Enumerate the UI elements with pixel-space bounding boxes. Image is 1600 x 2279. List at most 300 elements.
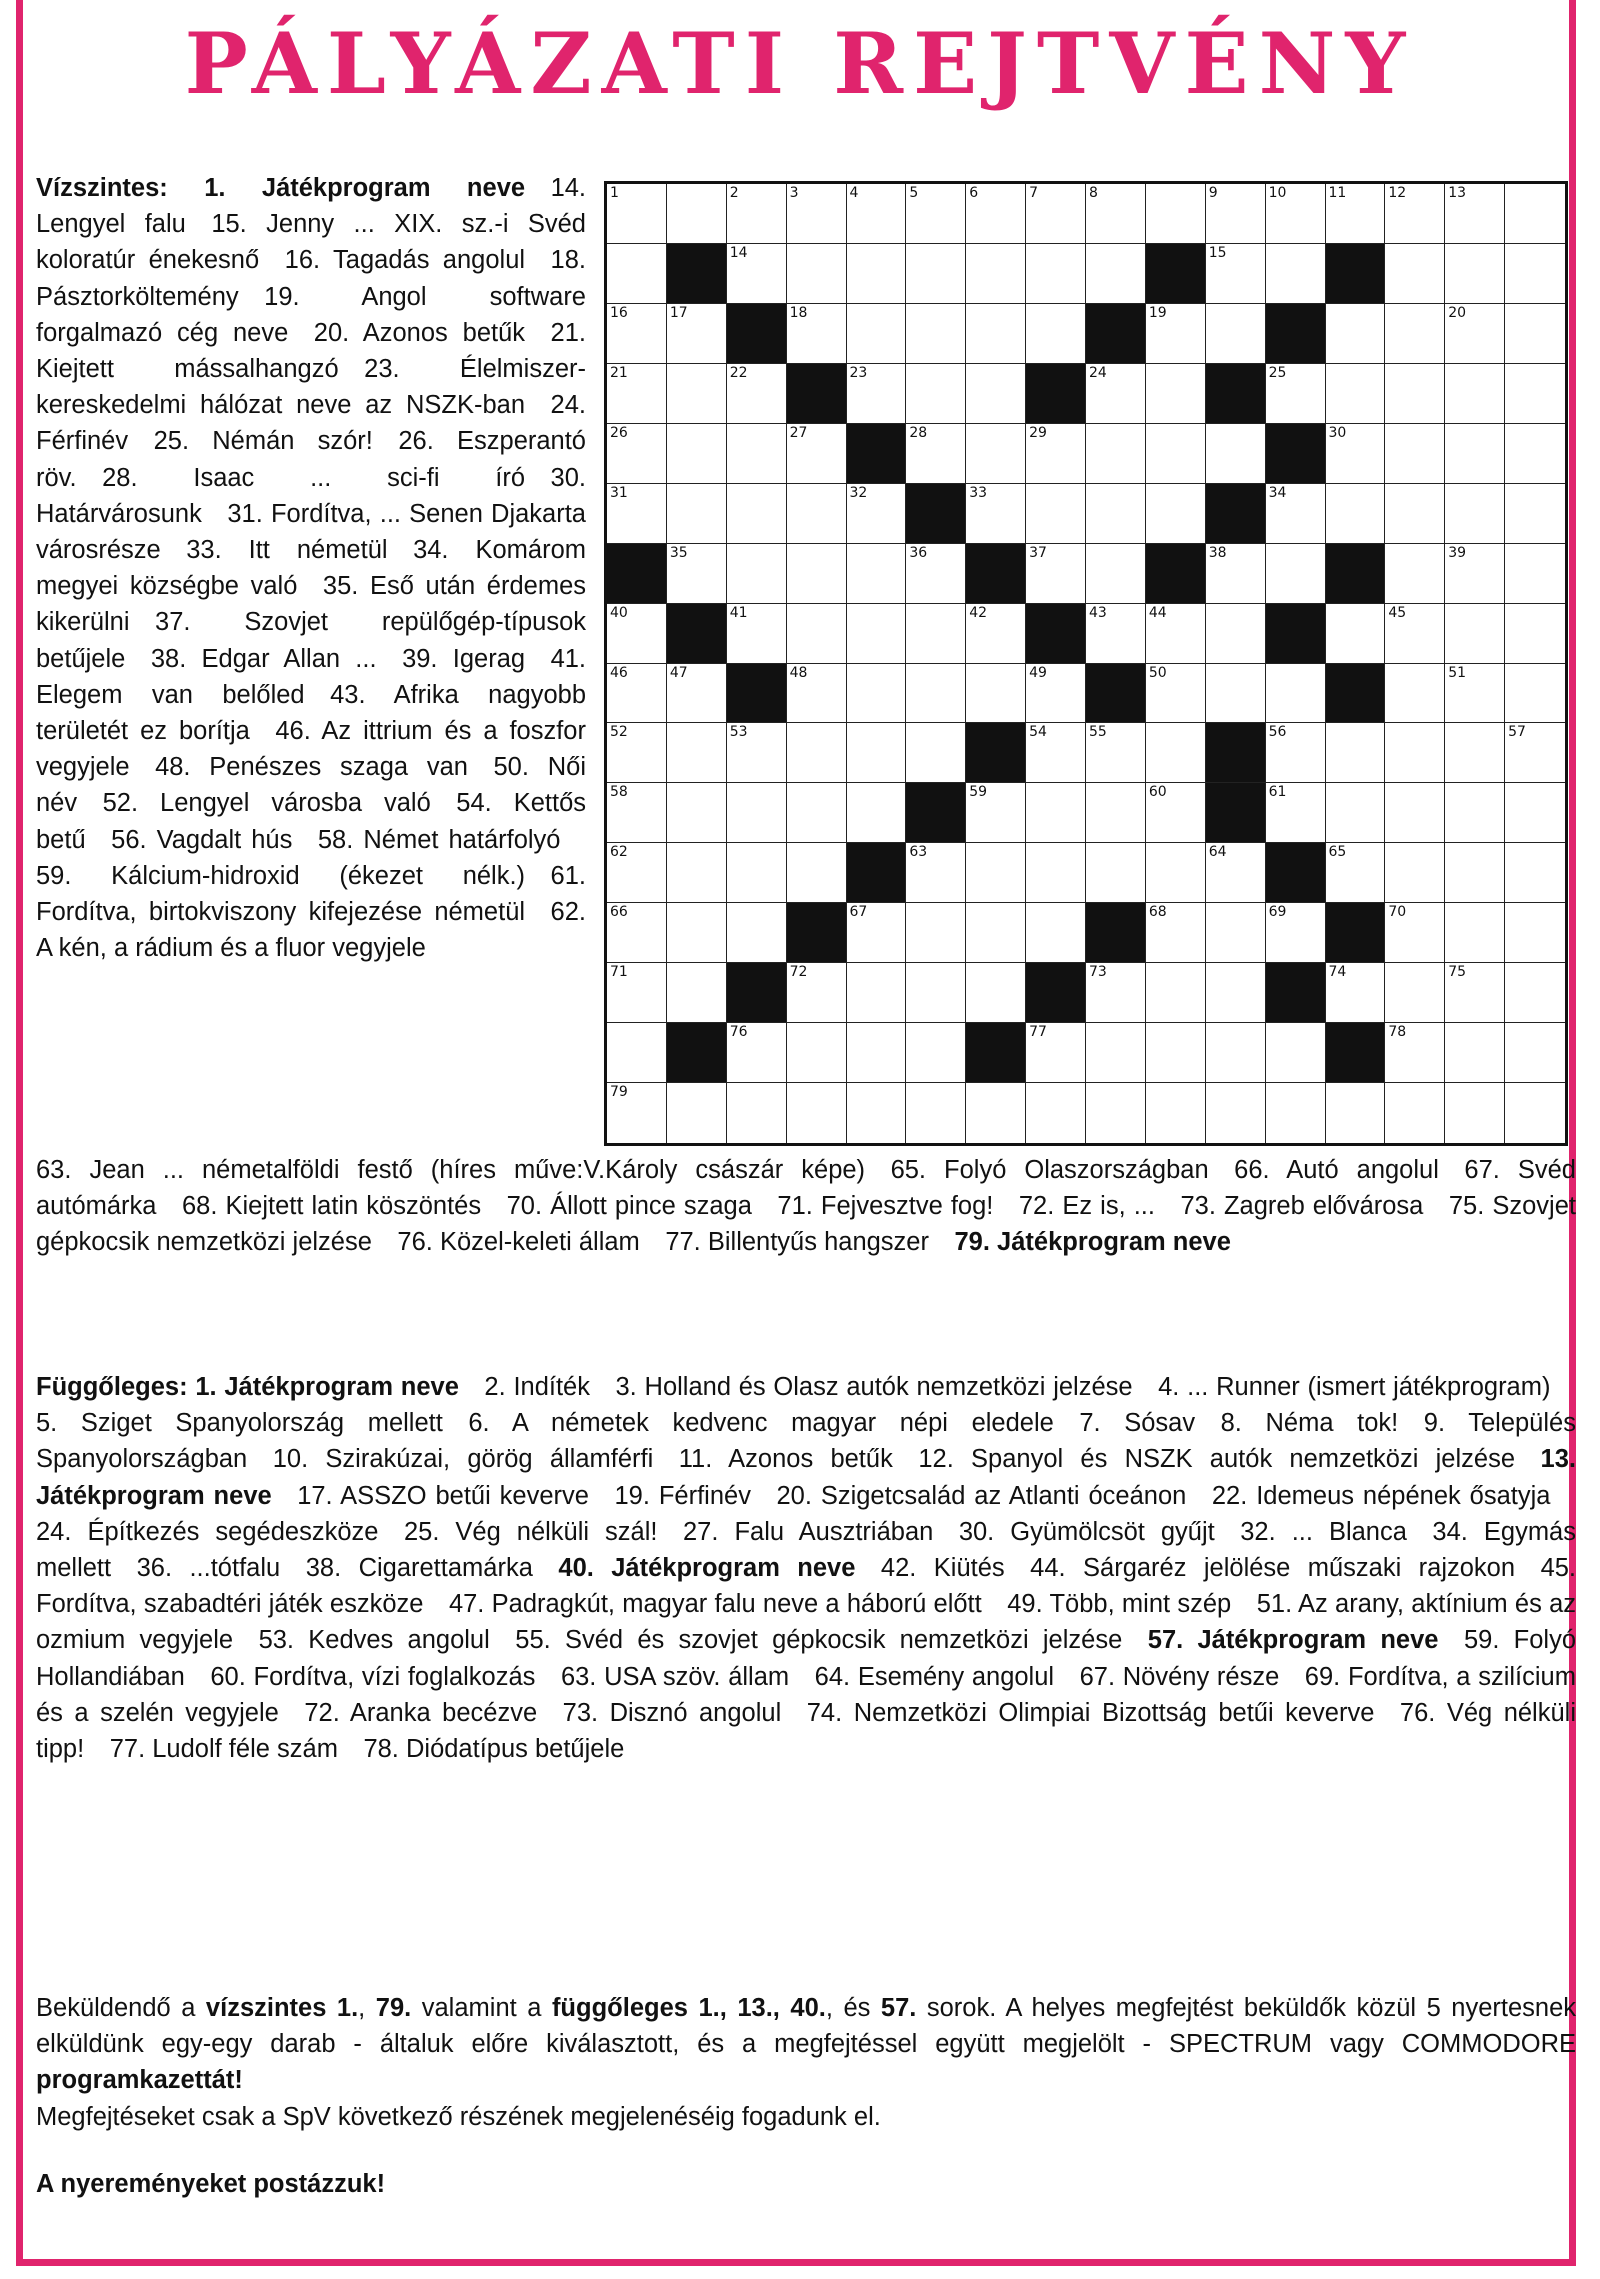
grid-cell[interactable] [1505, 484, 1565, 544]
clue-number: 76. [397, 1228, 433, 1257]
grid-cell[interactable] [787, 1023, 847, 1083]
cell-number: 7 [1029, 185, 1039, 201]
grid-cell[interactable] [1385, 304, 1445, 364]
grid-cell[interactable] [1086, 1083, 1146, 1143]
clue-number: 34. [413, 536, 449, 565]
grid-cell[interactable] [1146, 1023, 1206, 1083]
clue-number: 72. [304, 1698, 340, 1727]
grid-cell[interactable] [667, 664, 727, 724]
grid-cell[interactable] [906, 604, 966, 664]
grid-cell[interactable] [906, 304, 966, 364]
clue-text: Fordítva, vízi foglalkozás [253, 1662, 536, 1691]
grid-cell[interactable] [906, 903, 966, 963]
across-clues [36, 170, 586, 966]
grid-cell[interactable] [966, 244, 1026, 304]
clue-text: Vég nélküli szál! [455, 1517, 658, 1546]
cell-number: 71 [610, 964, 628, 981]
grid-cell[interactable] [727, 783, 787, 843]
clue-number: 32. [1240, 1517, 1276, 1546]
grid-cell[interactable] [1505, 664, 1565, 724]
grid-cell[interactable] [607, 1023, 667, 1083]
cell-number: 66 [610, 904, 628, 921]
grid-cell[interactable] [1086, 843, 1146, 903]
clue-text: A kén, a rádium és a fluor vegyjele [36, 934, 426, 963]
grid-cell[interactable] [667, 364, 727, 424]
clue-number: 38. [150, 644, 187, 673]
cell-number: 38 [1208, 544, 1227, 561]
grid-cell[interactable] [1326, 783, 1386, 843]
grid-cell[interactable] [966, 304, 1026, 364]
grid-cell[interactable] [906, 723, 966, 783]
cell-number: 8 [1089, 185, 1098, 201]
grid-cell[interactable] [1505, 843, 1565, 903]
grid-cell[interactable] [727, 843, 787, 903]
grid-cell[interactable] [1266, 484, 1326, 544]
grid-cell-black [1266, 424, 1326, 484]
grid-cell[interactable] [1505, 304, 1565, 364]
grid-cell-black [1266, 604, 1326, 664]
grid-cell[interactable] [1146, 723, 1206, 783]
grid-cell[interactable] [1146, 1083, 1206, 1143]
clue-text: Svéd és szovjet gépkocsik nemzetközi jelzése [564, 1626, 1123, 1655]
grid-cell[interactable] [787, 664, 847, 724]
grid-cell[interactable] [1385, 364, 1445, 424]
grid-cell[interactable] [1206, 244, 1266, 304]
clue-number: 42. [880, 1554, 917, 1583]
grid-cell[interactable] [1445, 1023, 1505, 1083]
grid-cell[interactable] [607, 723, 667, 783]
grid-cell[interactable] [1445, 484, 1505, 544]
grid-cell[interactable] [1206, 963, 1266, 1023]
grid-cell[interactable] [1086, 184, 1146, 244]
grid-cell[interactable] [667, 903, 727, 963]
grid-cell[interactable] [1026, 484, 1086, 544]
grid-cell[interactable] [1206, 1083, 1266, 1143]
clue-number: 34. [1432, 1517, 1468, 1546]
grid-cell[interactable] [1385, 424, 1445, 484]
clue-text: Aranka becézve [349, 1698, 538, 1727]
grid-cell[interactable] [847, 903, 907, 963]
grid-cell[interactable] [1326, 843, 1386, 903]
clue-number: 65. [890, 1156, 927, 1184]
cell-number: 18 [789, 304, 808, 321]
grid-cell[interactable] [1385, 903, 1445, 963]
cell-number: 5 [909, 185, 919, 201]
grid-cell[interactable] [1385, 723, 1445, 783]
grid-cell[interactable] [1505, 903, 1565, 963]
grid-cell-black [1266, 304, 1326, 364]
clue-text: Némán szór! [212, 427, 373, 456]
grid-cell[interactable] [1086, 963, 1146, 1023]
grid-cell[interactable] [1146, 903, 1206, 963]
grid-cell[interactable] [1146, 184, 1206, 244]
grid-cell[interactable] [787, 604, 847, 664]
grid-cell[interactable] [1445, 903, 1505, 963]
grid-cell[interactable] [1445, 604, 1505, 664]
grid-cell[interactable] [1266, 783, 1326, 843]
grid-cell[interactable] [1026, 184, 1086, 244]
cell-number: 27 [789, 424, 808, 441]
clue-number: 43. [330, 680, 366, 709]
grid-cell[interactable] [1505, 1083, 1565, 1143]
grid-cell[interactable] [1026, 664, 1086, 724]
grid-cell[interactable] [906, 664, 966, 724]
grid-cell[interactable] [1026, 1083, 1086, 1143]
grid-cell[interactable] [727, 484, 787, 544]
grid-cell[interactable] [1086, 484, 1146, 544]
grid-cell[interactable] [1266, 903, 1326, 963]
grid-cell[interactable] [847, 544, 907, 604]
grid-cell[interactable] [847, 664, 907, 724]
grid-cell[interactable] [1206, 664, 1266, 724]
grid-cell[interactable] [1385, 664, 1445, 724]
grid-cell[interactable] [1326, 184, 1386, 244]
grid-cell[interactable] [1445, 783, 1505, 843]
grid-cell[interactable] [787, 783, 847, 843]
clue-number: 61. [550, 861, 586, 890]
clue-number: 79. [954, 1228, 990, 1257]
grid-cell[interactable] [1086, 1023, 1146, 1083]
grid-cell[interactable] [1086, 244, 1146, 304]
grid-cell[interactable] [607, 1083, 667, 1143]
clue-number: 15. [211, 210, 247, 239]
grid-cell[interactable] [906, 184, 966, 244]
grid-cell[interactable] [1266, 664, 1326, 724]
clue-number: 35. [322, 572, 359, 601]
grid-cell[interactable] [966, 963, 1026, 1023]
grid-cell[interactable] [966, 903, 1026, 963]
grid-cell[interactable] [1505, 364, 1565, 424]
clue-number: 21. [550, 318, 586, 347]
grid-cell[interactable] [1086, 364, 1146, 424]
grid-cell[interactable] [1206, 903, 1266, 963]
grid-cell[interactable] [1385, 484, 1445, 544]
grid-cell[interactable] [667, 1083, 727, 1143]
submission-instructions [36, 1990, 1576, 2135]
grid-cell[interactable] [727, 544, 787, 604]
grid-cell[interactable] [1146, 304, 1206, 364]
grid-cell[interactable] [847, 783, 907, 843]
grid-cell[interactable] [847, 244, 907, 304]
clue-number: 44. [1030, 1554, 1066, 1583]
grid-cell[interactable] [1505, 424, 1565, 484]
grid-cell[interactable] [667, 304, 727, 364]
grid-cell[interactable] [1505, 963, 1565, 1023]
grid-cell[interactable] [1026, 843, 1086, 903]
grid-cell[interactable] [847, 364, 907, 424]
grid-cell[interactable] [607, 963, 667, 1023]
grid-cell[interactable] [667, 843, 727, 903]
grid-cell[interactable] [966, 484, 1026, 544]
clue-number: 11. [678, 1445, 713, 1474]
grid-cell[interactable] [787, 184, 847, 244]
grid-cell[interactable] [1086, 783, 1146, 843]
grid-cell[interactable] [1146, 364, 1206, 424]
grid-cell[interactable] [847, 1023, 907, 1083]
crossword-grid[interactable] [604, 181, 1568, 1146]
grid-cell[interactable] [667, 783, 727, 843]
grid-cell-black [847, 843, 907, 903]
cell-number: 32 [849, 484, 868, 501]
grid-cell[interactable] [727, 364, 787, 424]
grid-cell[interactable] [727, 424, 787, 484]
grid-cell[interactable] [1385, 604, 1445, 664]
clue-text: Esemény angolul [857, 1662, 1055, 1691]
grid-cell[interactable] [607, 484, 667, 544]
grid-cell[interactable] [607, 364, 667, 424]
grid-cell[interactable] [727, 1083, 787, 1143]
clue-text: Játékprogram neve [224, 1373, 459, 1401]
clue-number: 39. [402, 644, 438, 673]
grid-cell[interactable] [787, 484, 847, 544]
clue-number: 59. [1463, 1626, 1500, 1655]
grid-cell[interactable] [1385, 783, 1445, 843]
cell-number: 30 [1328, 424, 1347, 441]
grid-cell[interactable] [1206, 304, 1266, 364]
grid-cell[interactable] [1385, 1083, 1445, 1143]
grid-cell[interactable] [966, 664, 1026, 724]
grid-cell[interactable] [1326, 424, 1386, 484]
grid-cell[interactable] [1206, 604, 1266, 664]
grid-cell[interactable] [1326, 304, 1386, 364]
cell-number: 69 [1268, 904, 1287, 921]
grid-cell[interactable] [1445, 184, 1505, 244]
grid-cell[interactable] [1146, 843, 1206, 903]
grid-cell[interactable] [1146, 424, 1206, 484]
grid-cell[interactable] [787, 244, 847, 304]
grid-cell[interactable] [607, 843, 667, 903]
grid-cell[interactable] [1266, 364, 1326, 424]
grid-cell[interactable] [787, 1083, 847, 1143]
grid-cell[interactable] [1445, 843, 1505, 903]
grid-cell[interactable] [667, 963, 727, 1023]
grid-cell[interactable] [966, 184, 1026, 244]
clue-number: 36. [136, 1554, 173, 1583]
grid-cell[interactable] [1086, 723, 1146, 783]
grid-cell[interactable] [966, 783, 1026, 843]
grid-cell[interactable] [1086, 424, 1146, 484]
grid-cell[interactable] [607, 903, 667, 963]
cell-number: 60 [1148, 784, 1167, 801]
grid-cell-black [1146, 544, 1206, 604]
grid-cell[interactable] [1445, 364, 1505, 424]
grid-cell[interactable] [787, 723, 847, 783]
grid-cell-black [1206, 783, 1266, 843]
clue-text: Diódatípus betűjele [405, 1735, 625, 1764]
grid-cell[interactable] [1266, 184, 1326, 244]
grid-cell[interactable] [847, 484, 907, 544]
grid-cell[interactable] [607, 244, 667, 304]
grid-cell[interactable] [966, 424, 1026, 484]
grid-cell[interactable] [607, 424, 667, 484]
clue-text: Lengyel városba való [160, 789, 431, 818]
grid-cell[interactable] [667, 723, 727, 783]
grid-cell-black [727, 304, 787, 364]
cell-number: 21 [610, 364, 628, 381]
grid-cell[interactable] [607, 783, 667, 843]
grid-cell[interactable] [607, 184, 667, 244]
grid-cell[interactable] [847, 304, 907, 364]
grid-cell[interactable] [1206, 424, 1266, 484]
grid-cell[interactable] [1026, 424, 1086, 484]
clue-text: Autó angolul [1286, 1156, 1439, 1184]
grid-cell[interactable] [1266, 244, 1326, 304]
grid-cell[interactable] [906, 1023, 966, 1083]
grid-cell[interactable] [1505, 1023, 1565, 1083]
grid-cell[interactable] [1206, 1023, 1266, 1083]
grid-cell[interactable] [1026, 783, 1086, 843]
grid-cell[interactable] [966, 364, 1026, 424]
grid-cell[interactable] [1385, 1023, 1445, 1083]
grid-cell[interactable] [906, 364, 966, 424]
grid-cell[interactable] [1266, 1023, 1326, 1083]
grid-cell-black [1326, 664, 1386, 724]
grid-cell-black [1086, 304, 1146, 364]
clue-number: 38. [305, 1554, 342, 1583]
grid-cell[interactable] [1445, 304, 1505, 364]
grid-cell[interactable] [1086, 604, 1146, 664]
grid-cell[interactable] [847, 963, 907, 1023]
clue-text: Játékprogram neve [1197, 1626, 1439, 1655]
grid-cell[interactable] [847, 1083, 907, 1143]
grid-cell[interactable] [727, 244, 787, 304]
grid-cell[interactable] [727, 184, 787, 244]
clue-text: Sárgaréz jelölése műszaki rajzokon [1083, 1554, 1516, 1583]
grid-cell[interactable] [787, 843, 847, 903]
clue-text: Holland és Olasz autók nemzetközi jelzése [644, 1373, 1133, 1401]
grid-cell[interactable] [906, 424, 966, 484]
grid-cell[interactable] [607, 304, 667, 364]
cell-number: 50 [1148, 664, 1167, 681]
grid-cell[interactable] [1385, 963, 1445, 1023]
grid-cell[interactable] [1385, 184, 1445, 244]
grid-cell[interactable] [1505, 604, 1565, 664]
grid-cell[interactable] [787, 544, 847, 604]
grid-cell[interactable] [1206, 544, 1266, 604]
grid-cell[interactable] [1385, 244, 1445, 304]
grid-cell[interactable] [1326, 723, 1386, 783]
grid-cell[interactable] [667, 424, 727, 484]
grid-cell[interactable] [1146, 664, 1206, 724]
grid-cell[interactable] [1026, 544, 1086, 604]
clue-text: Játékprogram neve [611, 1554, 856, 1583]
grid-cell[interactable] [727, 1023, 787, 1083]
grid-cell[interactable] [1445, 664, 1505, 724]
grid-cell[interactable] [1206, 843, 1266, 903]
grid-cell[interactable] [1445, 1083, 1505, 1143]
grid-cell[interactable] [966, 843, 1026, 903]
grid-cell[interactable] [1505, 544, 1565, 604]
clue-number: 20. [313, 318, 350, 347]
grid-cell[interactable] [1385, 843, 1445, 903]
grid-cell[interactable] [1266, 1083, 1326, 1143]
grid-cell[interactable] [1146, 604, 1206, 664]
grid-cell[interactable] [906, 1083, 966, 1143]
deadline-text: Megfejtéseket csak a SpV következő részének megjelenéséig fogadunk el. [36, 2102, 881, 2131]
grid-cell[interactable] [847, 723, 907, 783]
grid-cell[interactable] [1086, 544, 1146, 604]
cell-number: 13 [1448, 185, 1467, 201]
grid-cell[interactable] [1026, 723, 1086, 783]
clue-number: 56. [111, 825, 147, 854]
grid-cell[interactable] [906, 843, 966, 903]
grid-cell[interactable] [787, 963, 847, 1023]
grid-cell[interactable] [966, 1083, 1026, 1143]
clue-number: 67. [1079, 1662, 1116, 1691]
clue-text: Komárom megyei községbe való [36, 536, 586, 601]
grid-cell[interactable] [1026, 903, 1086, 963]
grid-cell[interactable] [667, 484, 727, 544]
cell-number: 15 [1208, 244, 1227, 261]
grid-cell[interactable] [1146, 783, 1206, 843]
grid-cell[interactable] [1326, 364, 1386, 424]
grid-cell[interactable] [1326, 1083, 1386, 1143]
grid-cell[interactable] [1206, 184, 1266, 244]
grid-cell[interactable] [1445, 963, 1505, 1023]
grid-cell[interactable] [1026, 1023, 1086, 1083]
grid-cell[interactable] [1385, 544, 1445, 604]
clue-text: Település Spanyolországban [36, 1409, 1576, 1474]
clue-number: 78. [363, 1735, 399, 1764]
grid-cell[interactable] [1026, 304, 1086, 364]
grid-cell[interactable] [1146, 963, 1206, 1023]
grid-cell[interactable] [727, 604, 787, 664]
grid-cell[interactable] [1266, 723, 1326, 783]
grid-cell[interactable] [1505, 184, 1565, 244]
clue-text: Sósav [1124, 1409, 1196, 1438]
grid-cell[interactable] [1445, 544, 1505, 604]
clue-text: Itt németül [248, 536, 388, 565]
grid-cell-black [1026, 364, 1086, 424]
clue-text: Svéd autómárka [36, 1156, 1576, 1221]
grid-cell[interactable] [847, 604, 907, 664]
grid-cell[interactable] [906, 963, 966, 1023]
grid-cell[interactable] [1445, 244, 1505, 304]
grid-cell[interactable] [607, 604, 667, 664]
grid-cell[interactable] [1266, 544, 1326, 604]
grid-cell[interactable] [607, 664, 667, 724]
across-label: Vízszintes: [36, 174, 168, 202]
grid-cell[interactable] [1326, 963, 1386, 1023]
grid-cell[interactable] [727, 903, 787, 963]
grid-cell[interactable] [1026, 244, 1086, 304]
grid-cell[interactable] [727, 723, 787, 783]
grid-cell[interactable] [1505, 783, 1565, 843]
grid-cell[interactable] [906, 244, 966, 304]
cell-number: 73 [1089, 964, 1107, 981]
grid-cell[interactable] [847, 184, 907, 244]
grid-cell[interactable] [787, 424, 847, 484]
clue-text: ...tótfalu [189, 1554, 281, 1583]
clue-number: 55. [515, 1626, 551, 1655]
grid-cell[interactable] [667, 544, 727, 604]
clue-number: 1. [195, 1373, 217, 1401]
grid-cell[interactable] [906, 544, 966, 604]
grid-cell[interactable] [787, 304, 847, 364]
grid-cell[interactable] [1445, 723, 1505, 783]
grid-cell[interactable] [966, 604, 1026, 664]
grid-cell[interactable] [1505, 723, 1565, 783]
grid-cell[interactable] [1146, 484, 1206, 544]
grid-cell[interactable] [1505, 244, 1565, 304]
grid-cell[interactable] [1326, 604, 1386, 664]
grid-cell[interactable] [1445, 424, 1505, 484]
clue-text: Vég nélküli tipp! [36, 1698, 1576, 1764]
grid-cell[interactable] [667, 184, 727, 244]
grid-cell[interactable] [1326, 484, 1386, 544]
clue-number: 75. [1448, 1192, 1485, 1221]
clue-text: Kedves angolul [308, 1626, 490, 1655]
